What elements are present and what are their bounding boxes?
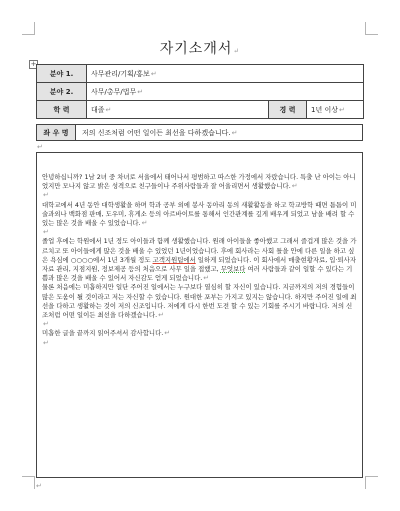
profile-table	[36, 64, 364, 119]
paragraph-mark-icon: ↵	[338, 105, 345, 114]
paragraph-mark-icon: ↵	[105, 105, 112, 114]
essay-box[interactable]: 안녕하십니까? 1남 2녀 중 차녀로 서울에서 태어나서 평범하고 따스한 가정에서 자랐습니다. 특출 난 아이는 아니었지만 모나지 않고 밝은 성격으로 친구들이나 주위사람들과 잘 어울리면서 생활했습니다.↵ ↵ 대학교에서 4년 동안 대학생활을 하며 학과 공부 외에 봉사 동아리 동의 새활활동을 하고 학교방학 때면 틈틈이 미술과외나 백화점 판매, 도우미, 휴게소 등의 아르바이트를 통해서 인간관계를 깊게 배우게 되었고 남을 배려 할 수 있는 많은 것을 배울 수 있었습니다.↵ ↵ 졸업 후에는 학원에서 1년 정도 아이들과 함께 생활했습니다. 원래 아이들을 좋아했고 그래서 즐겁게 많은 것을 가르치고 또 아이들에게 많은 것을 배울 수 있었던 1년이었습니다. 후에 회사라는 사회 틀을 안에 다른 일을 하고 싶은 욕심에 ○○○○에서 1년 3개월 정도 고객지원팀에서 일하게 되었습니다. 이 회사에서 매출현황자료, 입·퇴사자 자료 관리, 지점지원, 정보제공 등의 처음으로 사무 일을 접했고, 무엇보다 여러 사람들과 같이 일할 수 있다는 기쁨과 많은 것을 배울 수 있어서 자신감도 얻게 되었습니다.↵ 물론 처음에는 미흡하지만 일단 주어진 일에서는 누구보다 열심히 할 자신이 있습니다. 지금까지의 저의 경험들이 많은 도움이 될 것이라고 저는 자신할 수 있습니다. 원대한 포부는 가지고 있지는 않습니다. 하지만 주어진 일에 최선을 다하고 생활하는 것이 저의 신조입니다. 저에게 다시 한번 도전 할 수 있는 기회를 주시기 바랍니다. 저의 신조처럼 어떤 일이든 최선을 다하겠습니다.↵ ↵ 미흡한 글을 끝까지 읽어주셔서 감사합니다.↵ ↵	[36, 152, 363, 478]
essay-paragraph: 대학교에서 4년 동안 대학생활을 하며 학과 공부 외에 봉사 동아리 동의 새활활동을 하고 학교방학 때면 틈틈이 미술과외나 백화점 판매, 도우미, 휴게소 등의 아르바이트를 통해서 인간관계를 깊게 배우게 되었고 남을 배려 할 수 있는 많은 것을 배울 수 있었습니다.↵	[42, 200, 357, 227]
education-value-cell[interactable]	[87, 101, 269, 119]
page-corner-top-right	[365, 22, 378, 35]
essay-paragraph: 졸업 후에는 학원에서 1년 정도 아이들과 함께 생활했습니다. 원래 아이들을 좋아했고 그래서 즐겁게 많은 것을 가르치고 또 아이들에게 많은 것을 배울 수 있었던 1년이었습니다. 후에 회사라는 사회 틀을 안에 다른 일을 하고 싶은 욕심에 ○○○○에서 1년 3개월 정도 고객지원팀에서 일하게 되었습니다. 이 회사에서 매출현황자료, 입·퇴사자 자료 관리, 지점지원, 정보제공 등의 처음으로 사무 일을 접했고, 무엇보다 여러 사람들과 같이 일할 수 있다는 기쁨과 많은 것을 배울 수 있어서 자신감도 얻게 되었습니다.↵	[42, 237, 357, 283]
field1-value-cell[interactable]	[87, 65, 364, 83]
motto-value: 저의 신조처럼 어떤 일이든 최선을 다하겠습니다.	[82, 128, 231, 137]
paragraph-mark-icon: ↵	[233, 47, 241, 55]
page-corner-bottom-right	[365, 476, 378, 489]
education-label: 학 력	[37, 101, 87, 119]
page-corner-bottom-left	[22, 476, 35, 489]
motto-value-cell[interactable]	[76, 128, 237, 138]
essay-paragraph: 미흡한 글을 끝까지 읽어주셔서 감사합니다.↵	[42, 329, 171, 338]
education-value: 대졸	[91, 105, 105, 114]
field2-value: 사무/총무/법무	[91, 87, 137, 96]
field1-value: 사무관리/기획/홍보	[91, 69, 150, 78]
field2-value-cell[interactable]	[87, 83, 364, 101]
career-value-cell[interactable]	[307, 101, 364, 119]
table-row	[37, 83, 364, 101]
paragraph-mark-icon: ↵	[137, 87, 144, 96]
table-row	[37, 65, 364, 83]
career-label: 경 력	[269, 101, 307, 119]
essay-paragraph: 물론 처음에는 미흡하지만 일단 주어진 일에서는 누구보다 열심히 할 자신이 있습니다. 지금까지의 저의 경험들이 많은 도움이 될 것이라고 저는 자신할 수 있습니다. 원대한 포부는 가지고 있지는 않습니다. 하지만 주어진 일에 최선을 다하고 생활하는 것이 저의 신조입니다. 저에게 다시 한번 도전 할 수 있는 기회를 주시기 바랍니다. 저의 신조처럼 어떤 일이든 최선을 다하겠습니다.↵	[42, 283, 357, 320]
table-row	[37, 101, 364, 119]
paragraph-mark-icon: ↵	[150, 69, 157, 78]
page-corner-top-left	[22, 22, 35, 35]
paragraph-mark-icon: ↵	[231, 128, 238, 137]
field2-label: 분야 2.	[37, 83, 87, 101]
table-move-handle-icon[interactable]: +	[30, 60, 37, 68]
document-title	[0, 38, 400, 58]
document-title-text: 자기소개서	[159, 41, 233, 57]
grammar-underline: 무엇보다	[220, 265, 246, 273]
career-value: 1년 이상	[311, 105, 338, 114]
essay-paragraph: 안녕하십니까? 1남 2녀 중 차녀로 서울에서 태어나서 평범하고 따스한 가정에서 자랐습니다. 특출 난 아이는 아니었지만 모나지 않고 밝은 성격으로 친구들이나 주위사람들과 잘 어울리면서 생활했습니다.↵	[42, 173, 356, 191]
motto-label: 좌 우 명	[37, 125, 76, 140]
paragraph-mark-icon: ↵	[37, 143, 43, 151]
spellcheck-underline: 고객지원팀에서	[152, 255, 196, 264]
document-end-mark: ↵	[36, 482, 42, 490]
motto-box	[36, 124, 363, 141]
field1-label: 분야 1.	[37, 65, 87, 83]
